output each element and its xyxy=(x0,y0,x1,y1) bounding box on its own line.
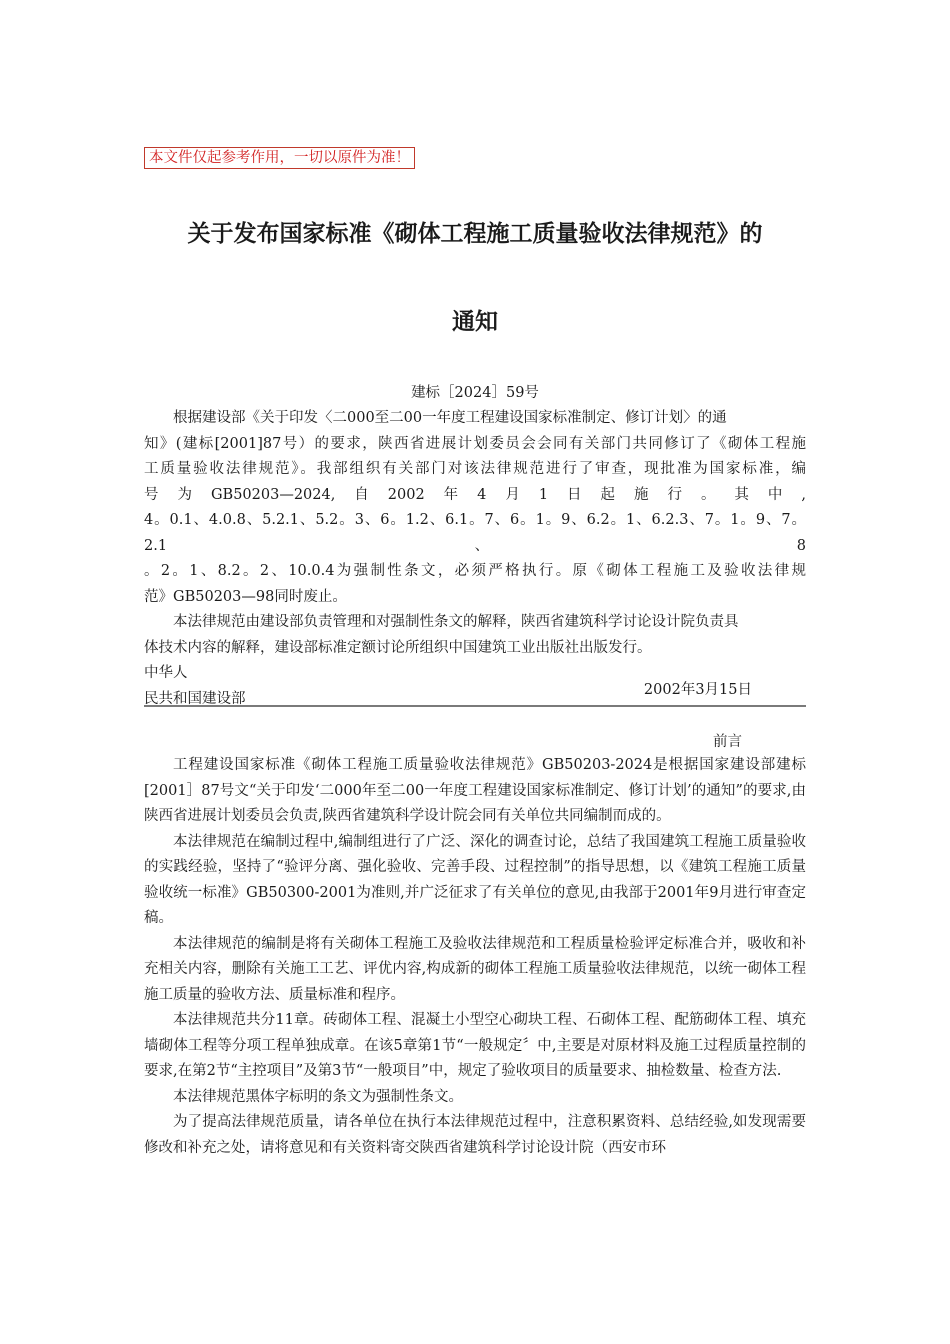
notice-paragraph-2-line: 本法律规范由建设部负责管理和对强制性条文的解释，陕西省建筑科学讨论设计院负责具 xyxy=(173,614,739,630)
preface-paragraph: 本法律规范共分11章。砖砌体工程、混凝土小型空心砌块工程、石砌体工程、配筋砌体工程、填充墙砌体工程等分项工程单独成章。在该5章第1节“一般规定〞中,主要是对原材料及施工过程质量控制的要求,在第2节“主控项目”及第3节“一般项目”中，规定了验收项目的质量要求、抽检数量、检查方法. xyxy=(144,1012,806,1079)
preface-heading: 前言 xyxy=(713,734,742,750)
notice-paragraph-2-line: 体技术内容的解释，建设部标准定额讨论所组织中国建筑工业出版社出版发行。 xyxy=(144,639,652,656)
notice-title-line1: 关于发布国家标准《砌体工程施工质量验收法律规范》的 xyxy=(187,221,763,247)
notice-body xyxy=(144,406,806,712)
notice-paragraph-1-line: 4。0.1、4.0.8、5.2.1、5.2。3、6。1.2、6.1。7、6。1。9、6.2。1、6.2.3、7。1。9、7。2.1、8 xyxy=(144,512,806,554)
notice-paragraph-1-line: 。2。1、8.2。2、10.0.4为强制性条文，必须严格执行。原《砌体工程施工及验收法律规 xyxy=(144,563,806,579)
preface-paragraph: 本法律规范黑体字标明的条文为强制性条文。 xyxy=(173,1088,463,1105)
notice-paragraph-1-line: 工质量验收法律规范》。我部组织有关部门对该法律规范进行了审查，现批准为国家标准，编 xyxy=(144,461,806,477)
section-divider xyxy=(144,705,806,707)
signature-line-1: 中华人 xyxy=(144,665,188,681)
preface-paragraph: 为了提高法律规范质量，请各单位在执行本法律规范过程中，注意积累资料、总结经验,如发现需要修改和补充之处，请将意见和有关资料寄交陕西省建筑科学讨论设计院（西安市环 xyxy=(144,1114,806,1156)
document-number: 建标［2024］59号 xyxy=(411,385,539,401)
preface-paragraph: 本法律规范的编制是将有关砌体工程施工及验收法律规范和工程质量检验评定标准合并，吸收和补充相关内容，删除有关施工工艺、评优内容,构成新的砌体工程施工质量验收法律规范，以统一砌体工程施工质量的验收方法、质量标准和程序。 xyxy=(144,935,806,1003)
preface-paragraph: 工程建设国家标准《砌体工程施工质量验收法律规范》GB50203-2024是根据国家建设部建标[2001］87号文“关于印发‘二000年至二00一年度工程建设国家标准制定、修订计划’的通知”的要求,由陕西省进展计划委员会负责,陕西省建筑科学设计院会同有关单位共同编制而成的。 xyxy=(144,757,806,824)
preface-paragraph: 本法律规范在编制过程中,编制组进行了广泛、深化的调查讨论，总结了我国建筑工程施工质量验收的实践经验，坚持了“验评分离、强化验收、完善手段、过程控制”的指导思想，以《建筑工程施工质量验收统一标准》GB50300-2001为准则,并广泛征求了有关单位的意见,由我部于2001年9月进行审查定稿。 xyxy=(144,833,806,926)
notice-paragraph-1-line: 根据建设部《关于印发〈二000至二00一年度工程建设国家标准制定、修订计划〉的通 xyxy=(173,410,727,426)
notice-paragraph-1-line: 知》(建标[2001]87号）的要求，陕西省进展计划委员会会同有关部门共同修订了《砌体工程施 xyxy=(144,435,806,452)
notice-date: 2002年3月15日 xyxy=(643,682,752,698)
signature-line-2: 民共和国建设部 xyxy=(144,690,246,707)
disclaimer-box: 本文件仅起参考作用，一切以原件为准！ xyxy=(144,147,415,169)
notice-paragraph-1-line: 范》GB50203—98同时废止。 xyxy=(144,588,347,605)
notice-title-line2: 通知 xyxy=(452,309,498,335)
preface-body xyxy=(144,753,806,1161)
notice-paragraph-1-line: 号为GB50203—2024,自2002年4月1日起施行。其中, xyxy=(144,486,806,503)
